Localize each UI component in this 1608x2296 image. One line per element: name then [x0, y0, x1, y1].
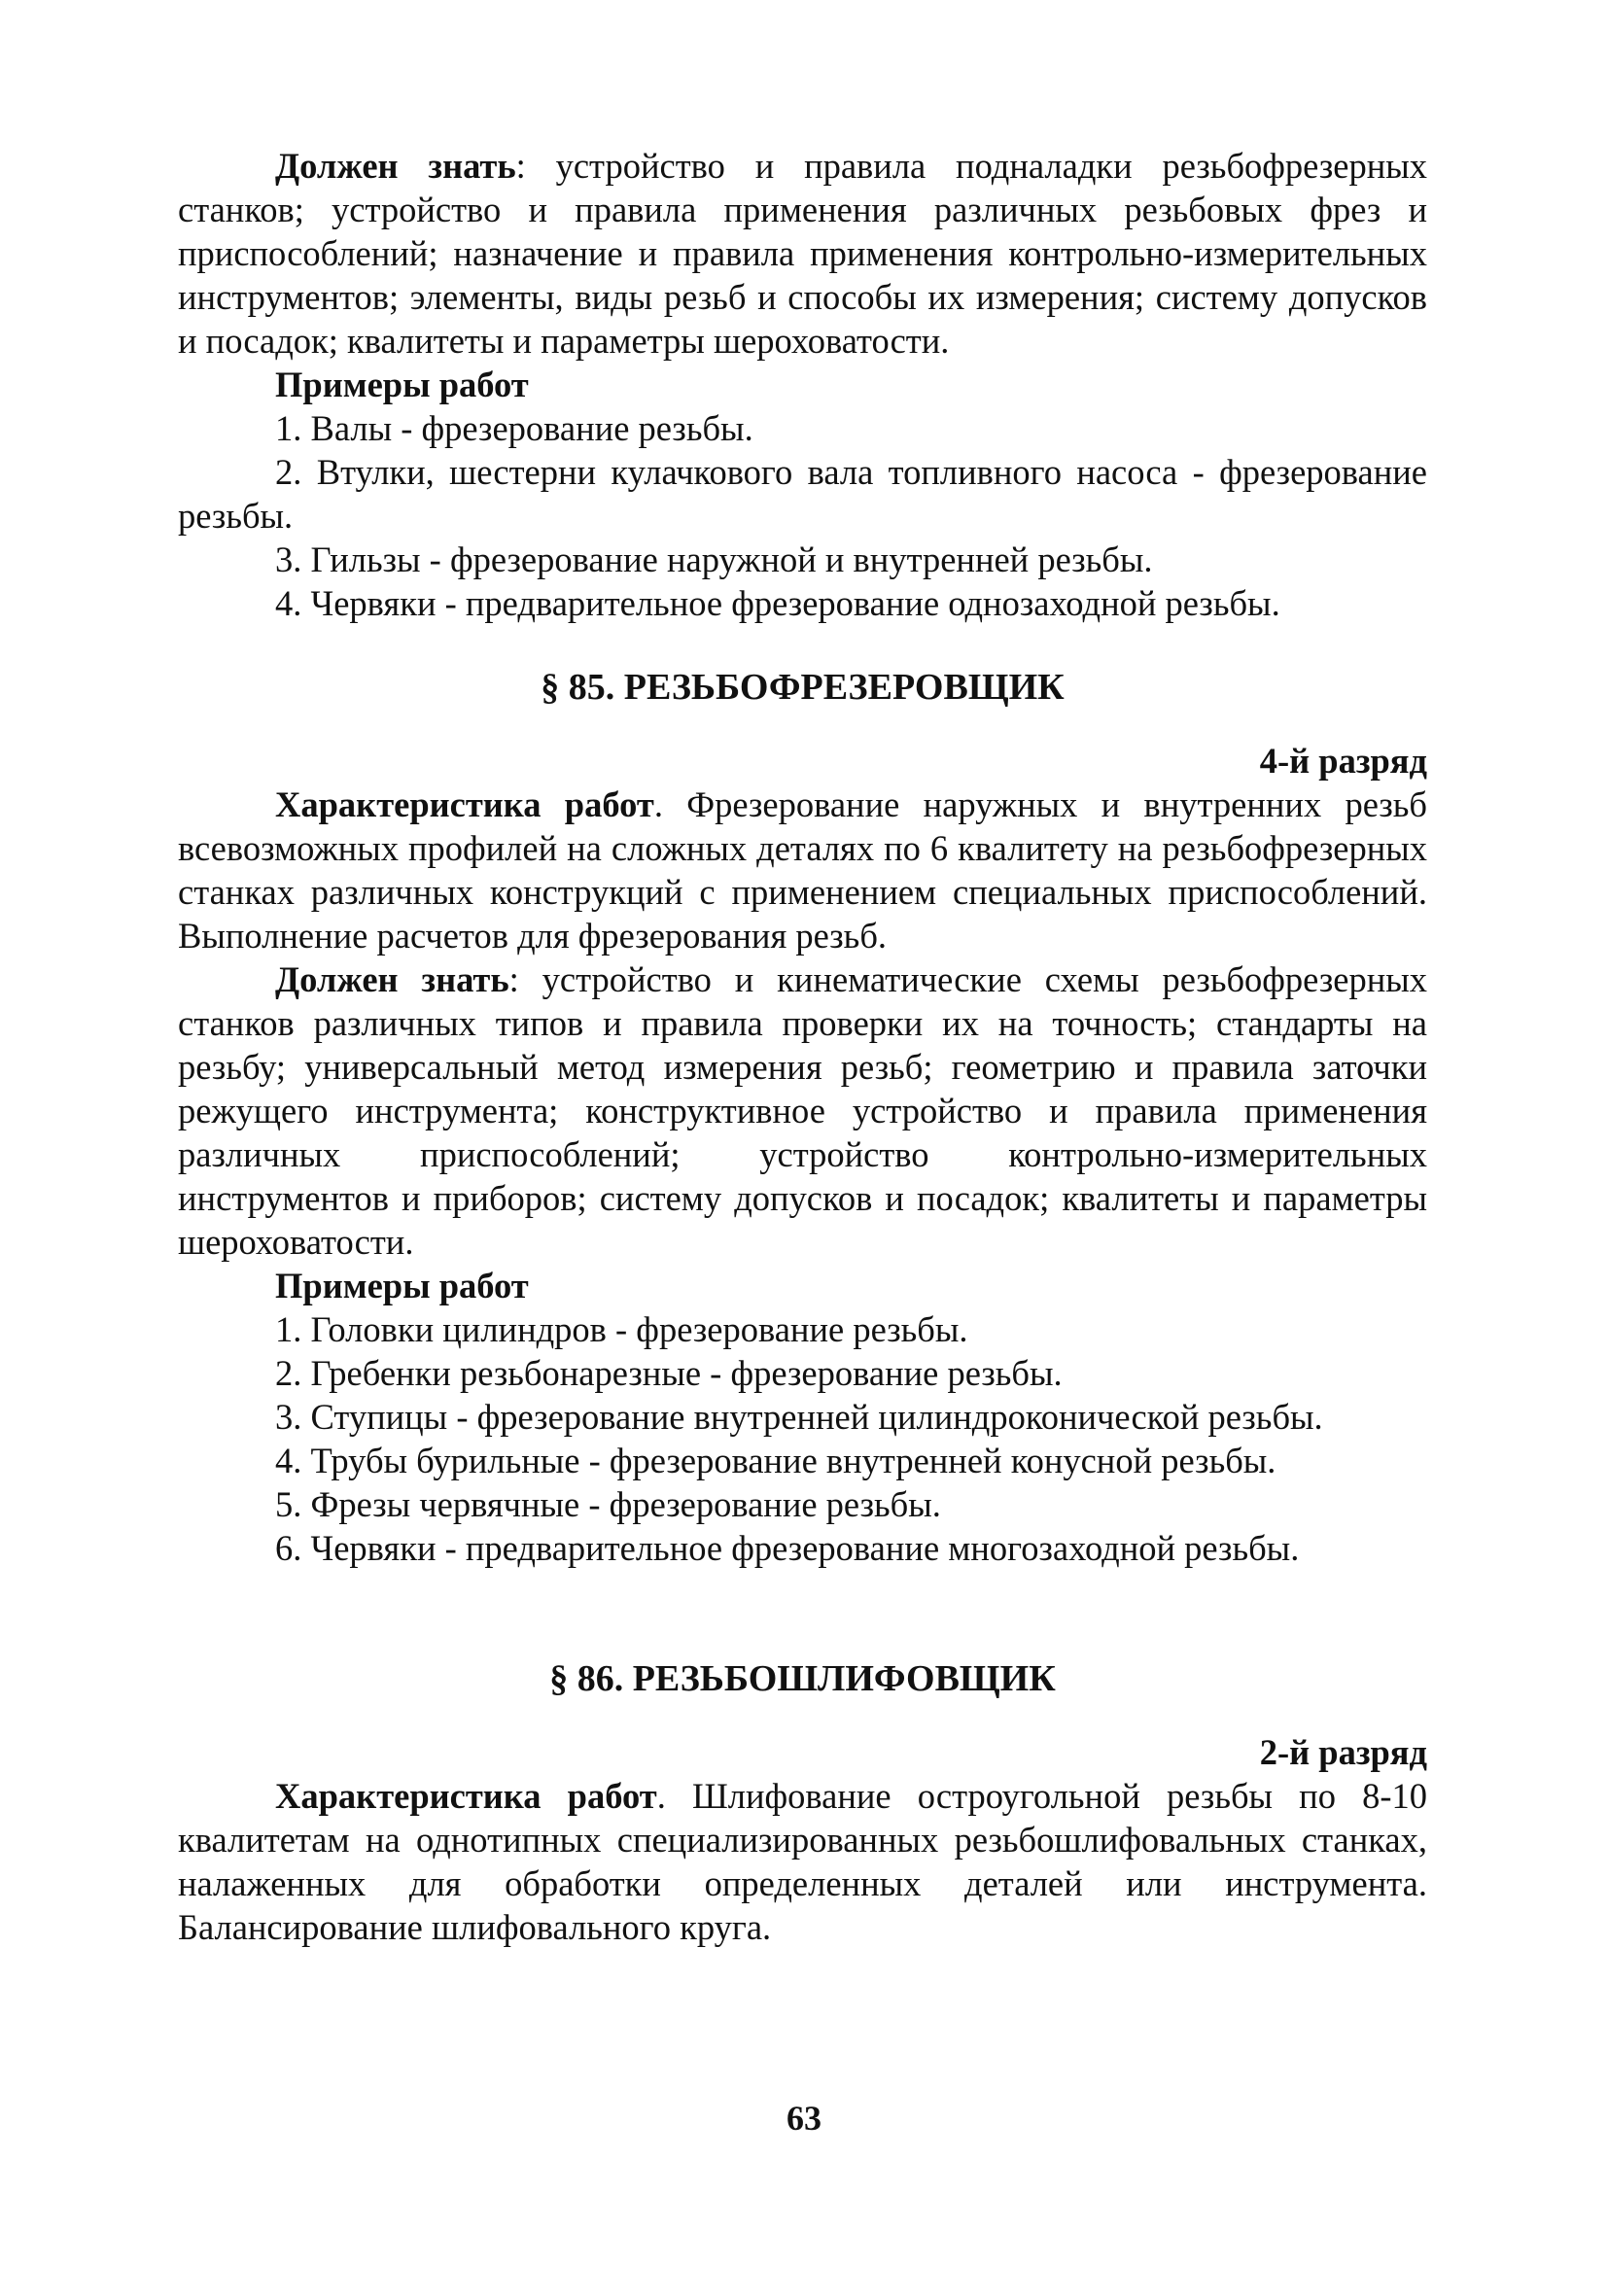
page-number: 63 [787, 2099, 821, 2138]
should-know-text: : устройство и правила подналадки резьбофрезерных станков; устройство и правила применения различных резьбовых фрез и приспособлений; назначение и правила применения контрольно-измерительных инструментов; элементы, виды резьб и способы их измерения; систему допусков и посадок; квалитеты и параметры шероховатости. [178, 146, 1427, 361]
section-85-characteristics [178, 783, 1427, 957]
characteristics-lead: Характеристика работ [275, 1776, 657, 1816]
example-item: 4. Трубы бурильные - фрезерование внутренней конусной резьбы. [275, 1441, 1276, 1480]
example-item: 3. Гильзы - фрезерование наружной и внутренней резьбы. [275, 539, 1153, 579]
should-know-text: : устройство и кинематические схемы резьбофрезерных станков различных типов и правила проверки их на точность; стандарты на резьбу; универсальный метод измерения резьб; геометрию и правила заточки режущего инструмента; конструктивное устройство и правила применения различных приспособлений; устройство контрольно-измерительных инструментов и приборов; систему допусков и посадок; квалитеты и параметры шероховатости. [178, 959, 1428, 1262]
section-85-should-know [178, 957, 1427, 1264]
section-86-grade: 2-й разряд [1259, 1732, 1427, 1772]
section-85-title: § 85. РЕЗЬБОФРЕЗЕРОВЩИК [541, 667, 1065, 708]
example-item: 2. Втулки, шестерни кулачкового вала топливного насоса - фрезерование резьбы. [178, 452, 1427, 536]
should-know-lead: Должен знать [275, 146, 516, 186]
characteristics-text: . Шлифование остроугольной резьбы по 8-10 квалитетам на однотипных специализированных резьбошлифовальных станках, налаженных для обработки определенных деталей или инструмента. Балансирование шлифовального круга. [178, 1776, 1427, 1947]
example-item: 1. Головки цилиндров - фрезерование резьбы. [275, 1309, 968, 1349]
section-86-title: § 86. РЕЗЬБОШЛИФОВЩИК [549, 1658, 1056, 1699]
example-item: 1. Валы - фрезерование резьбы. [275, 408, 753, 448]
characteristics-lead: Характеристика работ [275, 784, 654, 824]
section-86-characteristics [178, 1774, 1427, 1949]
characteristics-text: . Фрезерование наружных и внутренних резьб всевозможных профилей на сложных деталях по 6 квалитету на резьбофрезерных станках различных конструкций с применением специальных приспособлений. Выполнение расчетов для фрезерования резьб. [178, 784, 1427, 956]
example-item: 6. Червяки - предварительное фрезерование многозаходной резьбы. [275, 1528, 1300, 1568]
example-item: 5. Фрезы червячные - фрезерование резьбы. [275, 1484, 941, 1524]
examples-heading: Примеры работ [275, 365, 529, 404]
document-page [178, 144, 1427, 1949]
example-item: 4. Червяки - предварительное фрезерование однозаходной резьбы. [275, 583, 1280, 623]
intro-should-know-paragraph [178, 144, 1427, 363]
example-item: 3. Ступицы - фрезерование внутренней цилиндроконической резьбы. [275, 1397, 1323, 1437]
should-know-lead: Должен знать [275, 959, 509, 999]
section-85-grade: 4-й разряд [1259, 741, 1427, 781]
examples-heading: Примеры работ [275, 1266, 529, 1305]
example-item: 2. Гребенки резьбонарезные - фрезерование резьбы. [275, 1353, 1063, 1393]
